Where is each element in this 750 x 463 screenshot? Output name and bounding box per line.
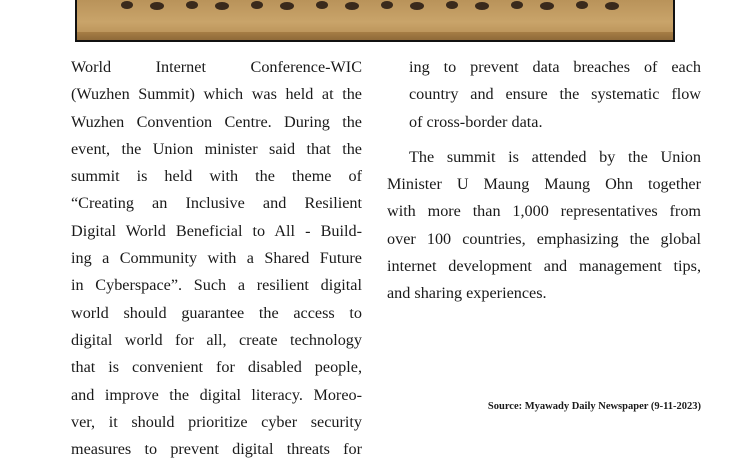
right-p2-line-4: over 100 countries, emphasizing the global (387, 229, 701, 248)
right-p1-line-2: country and ensure the systematic flow (409, 85, 701, 104)
left-line-3: Wuzhen Convention Centre. During the (71, 112, 362, 131)
left-line-15: measures to prevent digital threats for (71, 440, 362, 459)
right-p2-line-3: with more than 1,000 representatives from (387, 202, 701, 221)
left-line-11: digital world for all, create technology (71, 330, 362, 349)
left-line-14: ver, it should prioritize cyber security (71, 412, 362, 431)
right-p2-line-2: Minister U Maung Maung Ohn together (387, 175, 701, 194)
left-line-2: (Wuzhen Summit) which was held at the (71, 85, 362, 104)
left-line-7: Digital World Beneficial to All - Build- (71, 221, 362, 240)
right-p2-line-6: and sharing experiences. (387, 284, 547, 303)
left-line-5: summit is held with the theme of (71, 167, 362, 186)
left-line-10: world should guarantee the access to (71, 303, 362, 322)
photo-floor (77, 32, 673, 40)
article-photo (75, 0, 675, 42)
left-line-1: World Internet Conference-WIC (71, 58, 362, 76)
left-column (71, 54, 362, 463)
left-line-6: “Creating an Inclusive and Resilient (71, 194, 362, 213)
left-line-4: event, the Union minister said that the (71, 139, 362, 158)
delegates-feet-image (117, 0, 637, 14)
source-credit: Source: Myawady Daily Newspaper (9-11-2023) (487, 401, 701, 412)
right-column (387, 54, 701, 308)
left-line-8: ing a Community with a Shared Future (71, 249, 362, 268)
right-p2-line-5: internet development and management tips, (387, 257, 701, 276)
left-line-13: and improve the digital literacy. Moreo- (71, 385, 362, 404)
right-p1-line-3: of cross-border data. (409, 112, 543, 131)
left-line-12: that is convenient for disabled people, (71, 358, 362, 377)
right-p1-line-1: ing to prevent data breaches of each (409, 58, 701, 76)
right-p2-line-1: The summit is attended by the Union (409, 147, 701, 166)
left-line-9: in Cyberspace”. Such a resilient digital (71, 276, 362, 295)
